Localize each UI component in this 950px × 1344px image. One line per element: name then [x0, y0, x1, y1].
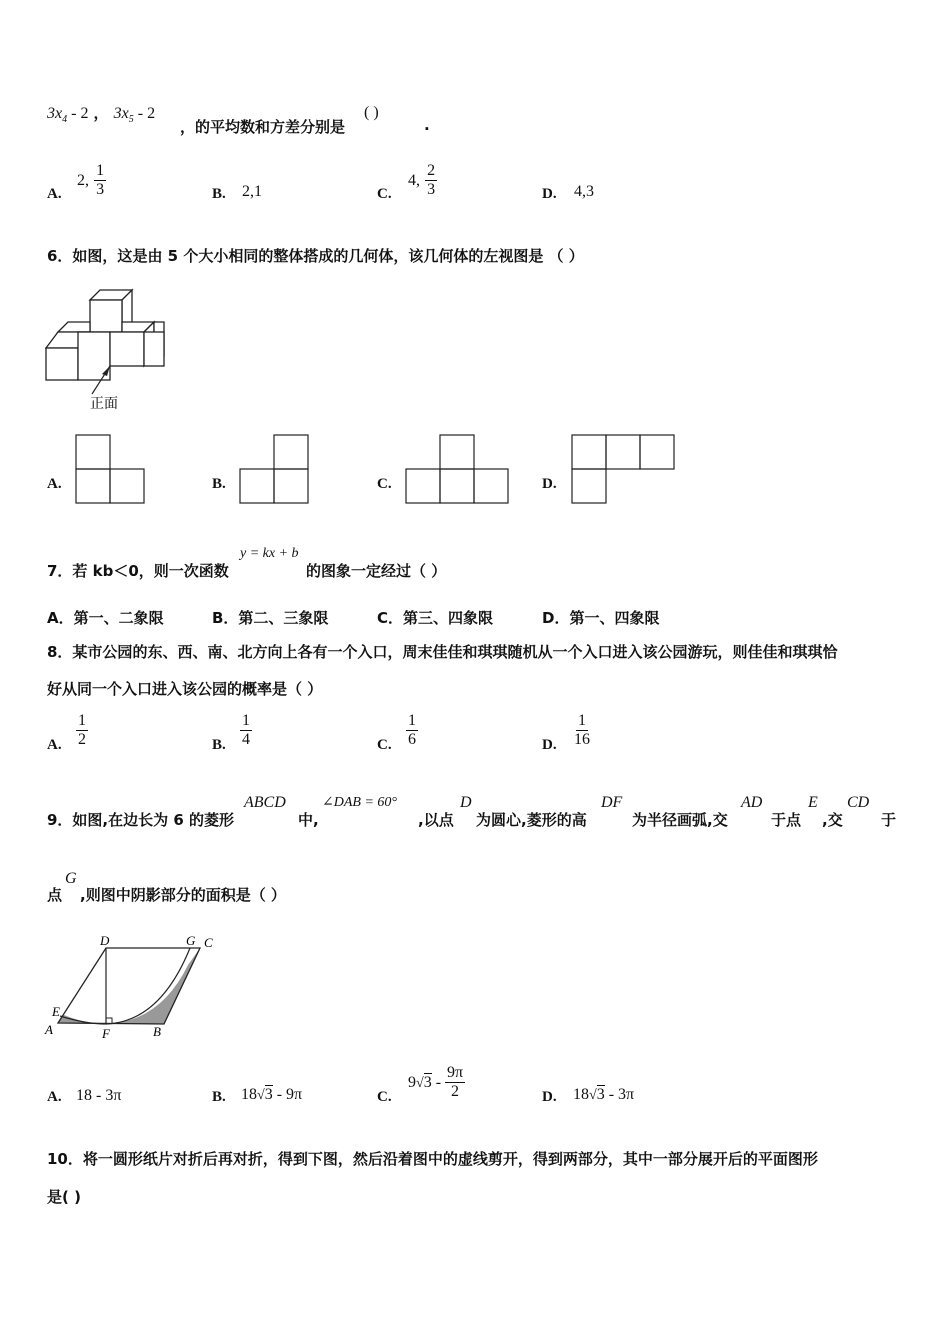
q9-option-b-label[interactable]: B.	[212, 1089, 226, 1105]
q5-option-a[interactable]: 2, $\frac{1}{3}$	[77, 162, 105, 198]
q8-line2: 好从同一个入口进入该公园的概率是（ ）	[47, 680, 323, 698]
q8-option-d-label[interactable]: D.	[542, 737, 557, 753]
q8-option-a[interactable]: $\frac{1}{2}$	[78, 712, 86, 748]
q6-solid-figure	[40, 284, 170, 414]
q7-formula: y = kx + b	[240, 546, 299, 561]
q5-option-c-fraction: $\frac{2}{3}$	[427, 162, 436, 198]
q5-paren: ( )	[364, 104, 379, 121]
q8-option-c-label[interactable]: C.	[377, 737, 392, 753]
q7-option-b[interactable]: B．第二、三象限	[212, 609, 329, 627]
q6-option-a-label[interactable]: A.	[47, 476, 62, 492]
q8-option-b[interactable]: $\frac{1}{4}$	[242, 712, 250, 748]
q5-option-d[interactable]: 4,3	[574, 183, 594, 200]
q9-math-e: E	[808, 794, 818, 811]
q8-option-a-label[interactable]: A.	[47, 737, 62, 753]
q7-option-c[interactable]: C．第三、四象限	[377, 609, 494, 627]
q9-line2-b: ,则图中阴影部分的面积是（ ）	[80, 886, 286, 904]
q5-option-a-fraction: $\frac{1}{3}$	[96, 162, 105, 198]
q7-prefix: 7．若 kb＜0，则一次函数	[47, 562, 229, 580]
label-g: G	[186, 933, 196, 948]
q9-math-abcd: ABCD	[244, 794, 286, 811]
q9-rhombus-figure	[40, 930, 230, 1045]
q9-math-g: G	[65, 870, 77, 887]
q6-option-b-label[interactable]: B.	[212, 476, 226, 492]
q5-option-b[interactable]: 2,1	[242, 183, 262, 200]
q9-math-angle: ∠DAB = 60°	[322, 795, 397, 810]
q9-option-c-label[interactable]: C.	[377, 1089, 392, 1105]
label-e: E	[52, 1004, 60, 1019]
q9-option-b[interactable]: 18√3 - 9π	[241, 1086, 303, 1103]
q9-text-6: 于点	[771, 811, 802, 829]
q9-text-8: 于	[881, 811, 897, 829]
q9-option-d[interactable]: 18√3 - 3π	[573, 1086, 635, 1103]
q5-stem	[47, 102, 155, 125]
q9-text-4: 为圆心,菱形的高	[476, 811, 587, 829]
label-f: F	[102, 1026, 110, 1041]
label-a: A	[45, 1022, 53, 1037]
q5-option-b-label[interactable]: B.	[212, 186, 226, 202]
q5-option-d-label[interactable]: D.	[542, 186, 557, 202]
q7-option-d[interactable]: D．第一、四象限	[542, 609, 660, 627]
q7-suffix: 的图象一定经过（ ）	[306, 562, 447, 580]
q5-text: ，的平均数和方差分别是	[180, 118, 346, 136]
q9-line2-a: 点	[47, 886, 63, 904]
q6-option-a-view[interactable]	[74, 434, 148, 506]
q9-text-3: ,以点	[418, 811, 454, 829]
q10-line1: 10．将一圆形纸片对折后再对折，得到下图，然后沿着图中的虚线剪开，得到两部分，其中一部分展开后的平面图形	[47, 1150, 818, 1168]
q6-option-c-label[interactable]: C.	[377, 476, 392, 492]
q9-text-7: ,交	[822, 811, 843, 829]
q7-option-a[interactable]: A．第一、二象限	[47, 609, 164, 627]
q8-option-b-label[interactable]: B.	[212, 737, 226, 753]
q9-math-ad: AD	[741, 794, 763, 811]
q8-line1: 8．某市公园的东、西、南、北方向上各有一个入口，周末佳佳和琪琪随机从一个入口进入该公园游玩，则佳佳和琪琪恰	[47, 643, 838, 661]
q9-math-df: DF	[601, 794, 623, 811]
q9-option-a[interactable]: 18 - 3π	[76, 1087, 122, 1104]
q9-option-c[interactable]: 9√3 - $\frac{9\pi}{2}$	[408, 1064, 464, 1100]
q5-separator: ，	[93, 104, 109, 122]
shaded-region-right	[106, 948, 200, 1024]
label-d: D	[100, 933, 110, 948]
q8-option-d[interactable]: $\frac{1}{16}$	[574, 712, 590, 748]
q6-option-b-view[interactable]	[238, 434, 312, 506]
q5-option-a-label[interactable]: A.	[47, 186, 62, 202]
q5-expr1: $3x_4 - 2$	[47, 105, 89, 126]
q5-end: .	[424, 116, 430, 134]
q5-option-c[interactable]: 4, $\frac{2}{3}$	[408, 162, 436, 198]
q6-option-c-view[interactable]	[404, 434, 512, 506]
q9-text-2: 中,	[298, 811, 319, 829]
q6-stem: 6．如图，这是由 5 个大小相同的整体搭成的几何体，该几何体的左视图是 （ ）	[47, 247, 584, 265]
q9-text-1: 9．如图,在边长为 6 的菱形	[47, 811, 235, 829]
q9-math-d: D	[460, 794, 472, 811]
q9-math-cd: CD	[847, 794, 870, 811]
q6-option-d-view[interactable]	[570, 434, 678, 506]
q5-option-c-label[interactable]: C.	[377, 186, 392, 202]
label-b: B	[153, 1024, 161, 1039]
label-c: C	[204, 935, 213, 950]
q5-expr2: $3x_5 - 2$	[113, 105, 156, 126]
front-label: 正面	[90, 397, 118, 412]
q9-option-a-label[interactable]: A.	[47, 1089, 62, 1105]
q9-text-5: 为半径画弧,交	[632, 811, 728, 829]
q10-line2: 是( )	[47, 1188, 81, 1206]
q8-option-c[interactable]: $\frac{1}{6}$	[408, 712, 416, 748]
q6-option-d-label[interactable]: D.	[542, 476, 557, 492]
q9-option-d-label[interactable]: D.	[542, 1089, 557, 1105]
arc-eg	[60, 948, 190, 1024]
